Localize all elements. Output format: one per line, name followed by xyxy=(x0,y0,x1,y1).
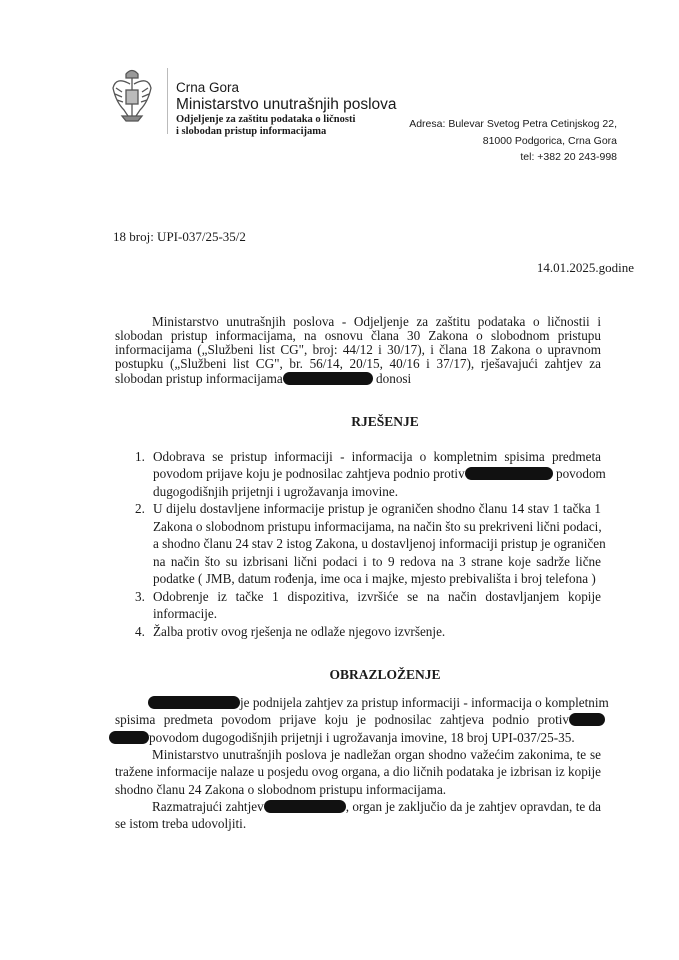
item-line xyxy=(153,466,606,482)
address-line-2: 81000 Podgorica, Crna Gora xyxy=(482,134,617,147)
reference-number: 18 broj: UPI-037/25-35/2 xyxy=(113,229,246,244)
item-line: podatke ( JMB, datum rođenja, ime oca i majke, mjesto prebivališta i broj telefona ) xyxy=(153,571,596,586)
item-number: 4. xyxy=(135,624,145,639)
item-number: 1. xyxy=(135,449,145,464)
document-date: 14.01.2025.godine xyxy=(536,260,634,275)
reasoning-text: Razmatrajući zahtjev xyxy=(152,799,264,814)
ministry-name: Ministarstvo unutrašnjih poslova xyxy=(176,96,397,113)
reasoning-line: se istom treba udovoljiti. xyxy=(115,816,247,831)
item-line: Zakona o slobodnom pristupu informacijama, na način što su prekriveni lični podaci, xyxy=(153,519,602,534)
reasoning-line: Ministarstvo unutrašnjih poslova je nadležan organ shodno važećim zakonima, te se xyxy=(152,747,601,762)
redaction xyxy=(283,372,373,385)
reasoning-text: spisima predmeta povodom prijave koju je podnosilac zahtjeva podnio protiv xyxy=(115,712,569,727)
reasoning-line: tražene informacije nalaze u posjedu ovog organa, a dio ličnih podataka je izbrisan iz kopije xyxy=(115,764,601,779)
reasoning-text: , organ je zaključio da je zahtjev opravdan, te da xyxy=(345,799,601,814)
intro-line: informacijama („Službeni list CG", broj: 44/12 i 30/17), i člana 18 Zakona o upravnom xyxy=(115,342,601,357)
item-line: Odobrenje iz tačke 1 dispozitiva, izvršiće se na način dostavljanjem kopije xyxy=(153,589,601,604)
reasoning-line xyxy=(109,730,575,746)
item-line: Odobrava se pristup informaciji - informacija o kompletnim spisima predmeta xyxy=(153,449,601,464)
department-line-1: Odjeljenje za zaštitu podataka o ličnosti xyxy=(176,114,356,125)
item-number: 2. xyxy=(135,501,145,516)
phone-number: tel: +382 20 243-998 xyxy=(520,151,617,163)
redaction xyxy=(109,731,149,744)
reasoning-text: je podnijela zahtjev za pristup informaciji - informacija o kompletnim xyxy=(240,695,609,710)
decision-title: RJEŠENJE xyxy=(351,414,419,429)
reasoning-line: shodno članu 24 Zakona o slobodnom pristupu informacijama. xyxy=(115,782,447,797)
item-text: povodom xyxy=(555,466,606,481)
intro-line: Ministarstvo unutrašnjih poslova - Odjeljenje za zaštitu podataka o ličnostii i xyxy=(152,314,601,329)
letterhead-divider xyxy=(167,68,168,134)
item-line: U dijelu dostavljene informacije pristup je ograničen shodno članu 14 stav 1 tačka 1 xyxy=(153,501,601,516)
item-line: dugogodišnjih prijetnji i ugrožavanja imovine. xyxy=(153,484,399,499)
redaction xyxy=(148,696,240,709)
reasoning-line xyxy=(152,799,601,815)
item-line: na način što su izbrisani lični podaci i to 9 redova na 3 strane koje sadrže lične xyxy=(153,554,601,569)
address-block xyxy=(409,116,617,166)
item-number: 3. xyxy=(135,589,145,604)
intro-line: postupku („Službeni list CG", br. 56/14, 20/15, 40/16 i 37/17), rješavajući zahtjev za xyxy=(115,356,601,371)
redaction xyxy=(264,800,346,813)
department-line-2: i slobodan pristup informacijama xyxy=(176,126,327,137)
item-line: informacije. xyxy=(153,606,218,621)
item-line: Žalba protiv ovog rješenja ne odlaže njegovo izvršenje. xyxy=(153,624,446,639)
reasoning-line xyxy=(148,695,609,711)
reasoning-text: povodom dugogodišnjih prijetnji i ugrožavanja imovine, 18 broj UPI-037/25-35. xyxy=(149,730,575,745)
intro-line xyxy=(115,371,411,387)
item-text: povodom prijave koju je podnosilac zahtjeva podnio protiv xyxy=(153,466,465,481)
redaction xyxy=(465,467,553,480)
item-line: a shodno članu 24 stav 2 istog Zakona, u dostavljenoj informaciji pristup je ograničen xyxy=(153,536,606,551)
intro-text: donosi xyxy=(376,371,412,386)
reasoning-line xyxy=(115,712,605,728)
intro-line: slobodan pristup informacijama, na osnovu člana 30 Zakona o slobodnom pristupu xyxy=(115,328,601,343)
country-name: Crna Gora xyxy=(176,80,240,95)
coat-of-arms-icon xyxy=(110,66,154,124)
reasoning-title: OBRAZLOŽENJE xyxy=(329,667,441,682)
redaction xyxy=(569,713,605,726)
intro-text: slobodan pristup informacijama xyxy=(115,371,283,386)
address-line-1: Adresa: Bulevar Svetog Petra Cetinjskog 22, xyxy=(409,118,617,130)
